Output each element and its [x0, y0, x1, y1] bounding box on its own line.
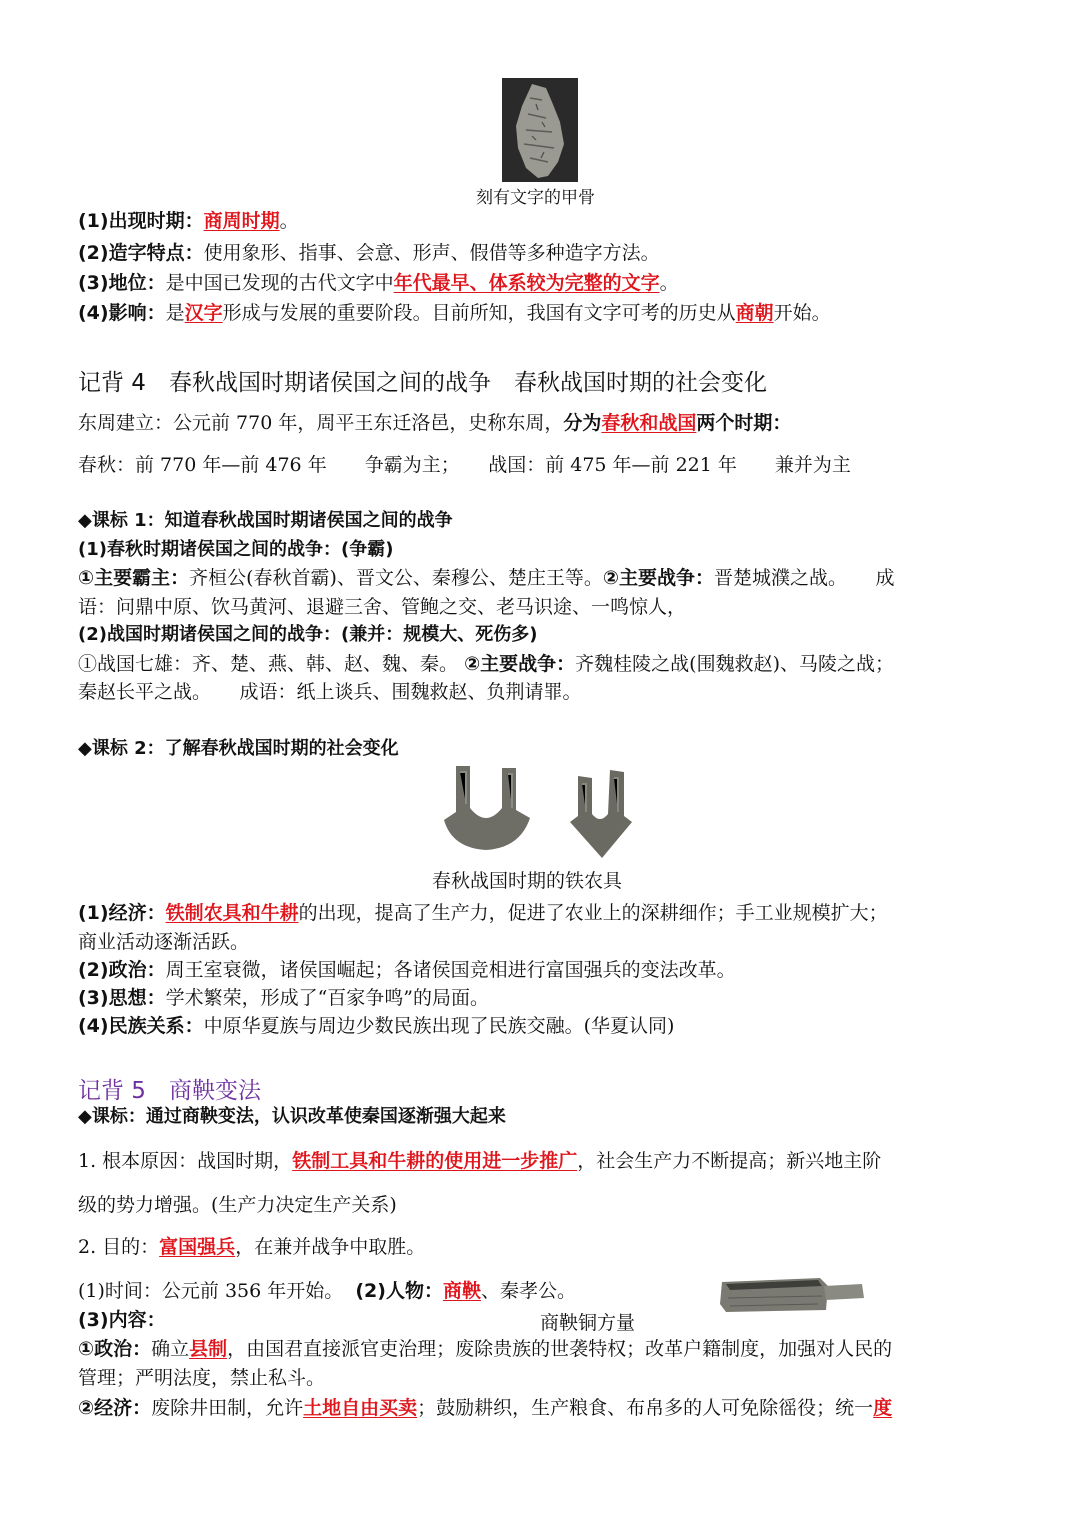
- curriculum-standard-3: ◆课标：通过商鞅变法，认识改革使秦国逐渐强大起来: [78, 1106, 506, 1127]
- label: (1)经济：: [78, 902, 166, 924]
- line-purpose: [78, 1234, 425, 1260]
- subheading-warring-states-wars: (2)战国时期诸侯国之间的战争：(兼并：规模大、死伤多): [78, 624, 538, 645]
- text: 学术繁荣，形成了“百家争鸣”的局面。: [165, 987, 490, 1009]
- text: 的出现，提高了生产力，促进了农业上的深耕细作；手工业规模扩大；: [298, 902, 888, 924]
- line-periods: 春秋：前 770 年—前 476 年 争霸为主； 战国：前 475 年—前 221 年 兼并为主: [78, 454, 851, 476]
- label: ②主要战争：: [464, 653, 576, 675]
- key-term: 度: [873, 1397, 893, 1419]
- line-root-cause-cont: 级的势力增强。(生产力决定生产关系): [78, 1194, 397, 1216]
- line-politics: [78, 957, 736, 983]
- iron-tools-image: [440, 764, 640, 864]
- line-economy: [78, 900, 888, 926]
- line-ethnic-relations: [78, 1013, 674, 1039]
- text: 分为: [563, 412, 602, 434]
- text: ，由国君直接派官吏治理；废除贵族的世袭特权；改革户籍制度，加强对人民的: [227, 1338, 893, 1360]
- label: ①主要霸主：: [78, 567, 190, 589]
- line-content: [78, 1307, 166, 1333]
- key-term: 年代最早、体系较为完整的文字: [393, 272, 660, 294]
- section-heading-5: 记背 5 商鞅变法: [78, 1078, 261, 1104]
- line-root-cause: [78, 1148, 881, 1174]
- text: 2. 目的：: [78, 1236, 160, 1258]
- key-term: 土地自由买卖: [303, 1397, 418, 1419]
- text: 废除井田制，允许: [151, 1397, 304, 1419]
- figure-caption-bronze-measure: 商鞅铜方量: [540, 1312, 636, 1334]
- label: ◆课标 2：: [78, 738, 165, 759]
- line-reform-politics: [78, 1336, 892, 1362]
- label: (2)政治：: [78, 959, 166, 981]
- label: (2)人物：: [355, 1280, 443, 1302]
- text: (1)时间：公元前 356 年开始。: [78, 1280, 344, 1302]
- line-seven-states: [78, 651, 894, 677]
- text: 中原华夏族与周边少数民族出现了民族交融。(华夏认同): [203, 1015, 675, 1037]
- line-idioms-1: 语：问鼎中原、饮马黄河、退避三舍、管鲍之交、老马识途、一鸣惊人，: [78, 596, 687, 618]
- label: (4)民族关系：: [78, 1015, 204, 1037]
- text: 晋楚城濮之战。 成: [714, 567, 895, 589]
- text: 齐桓公(春秋首霸)、晋文公、秦穆公、楚庄王等。: [189, 567, 603, 589]
- oracle-bone-image: [502, 78, 578, 182]
- label: ②经济：: [78, 1397, 152, 1419]
- key-term: 铁制农具和牛耕: [165, 902, 299, 924]
- text: ，社会生产力不断提高；新兴地主阶: [577, 1150, 882, 1172]
- section-heading-4: 记背 4 春秋战国时期诸侯国之间的战争 春秋战国时期的社会变化: [78, 370, 767, 396]
- text: 确立: [151, 1338, 190, 1360]
- text: 周王室衰微，诸侯国崛起；各诸侯国竞相进行富国强兵的变法改革。: [165, 959, 736, 981]
- text: 东周建立：公元前 770 年，周平王东迁洛邑，史称东周，: [78, 412, 564, 434]
- text: 战国时期，: [197, 1150, 293, 1172]
- text: 1. 根本原因：: [78, 1150, 198, 1172]
- label: (3)地位：: [78, 272, 166, 294]
- label: (3)思想：: [78, 987, 166, 1009]
- label: (4)影响：: [78, 302, 166, 324]
- line-status: [78, 270, 679, 296]
- text: 齐魏桂陵之战(围魏救赵)、马陵之战；: [575, 653, 894, 675]
- text: ①战国七雄：齐、楚、燕、韩、赵、魏、秦。: [78, 653, 459, 675]
- label: (2)造字特点：: [78, 242, 204, 264]
- text: 是: [165, 302, 185, 324]
- curriculum-standard-1: ◆课标 1：知道春秋战国时期诸侯国之间的战争: [78, 510, 453, 531]
- line-economy-cont: 商业活动逐渐活跃。: [78, 931, 250, 953]
- line-character-features: [78, 240, 660, 266]
- text: 是中国已发现的古代文字中: [165, 272, 394, 294]
- text: 开始。: [773, 302, 831, 324]
- line-reform-politics-cont: 管理；严明法度，禁止私斗。: [78, 1367, 326, 1389]
- subheading-spring-autumn-wars: (1)春秋时期诸侯国之间的战争：(争霸): [78, 539, 394, 560]
- bronze-measure-image: [718, 1268, 866, 1312]
- text: ；鼓励耕织，生产粮食、布帛多的人可免除徭役；统一: [417, 1397, 874, 1419]
- line-idioms-2: 秦赵长平之战。 成语：纸上谈兵、围魏救赵、负荆请罪。: [78, 681, 582, 703]
- line-reform-economy: [78, 1395, 892, 1421]
- text: 、秦孝公。: [480, 1280, 576, 1302]
- line-appearance-period: [78, 208, 299, 234]
- text: 使用象形、指事、会意、形声、假借等多种造字方法。: [203, 242, 660, 264]
- figure-caption-iron-tools: 春秋战国时期的铁农具: [432, 870, 623, 892]
- figure-caption-oracle-bone: 刻有文字的甲骨: [476, 188, 595, 208]
- curriculum-standard-2: [78, 736, 399, 762]
- key-term: 商鞅: [442, 1280, 481, 1302]
- text: 了解春秋战国时期的社会变化: [164, 738, 399, 759]
- key-term: 富国强兵: [159, 1236, 236, 1258]
- text: ，在兼并战争中取胜。: [235, 1236, 426, 1258]
- key-term: 春秋和战国: [601, 412, 697, 434]
- key-term: 铁制工具和牛耕的使用进一步推广: [292, 1150, 578, 1172]
- label: (3)内容：: [78, 1309, 166, 1331]
- text: 两个时期：: [696, 412, 792, 434]
- line-hegemons: [78, 565, 895, 591]
- line-influence: [78, 300, 831, 326]
- text: 形成与发展的重要阶段。目前所知，我国有文字可考的历史从: [222, 302, 736, 324]
- line-thought: [78, 985, 489, 1011]
- key-term: 商朝: [735, 302, 774, 324]
- key-term: 汉字: [184, 302, 223, 324]
- line-eastern-zhou: [78, 410, 791, 436]
- key-term: 商周时期: [203, 210, 280, 232]
- label: ②主要战争：: [602, 567, 715, 589]
- label: (1)出现时期：: [78, 210, 204, 232]
- key-term: 县制: [189, 1338, 228, 1360]
- text: 。: [279, 210, 299, 232]
- text: 。: [659, 272, 679, 294]
- label: ①政治：: [78, 1338, 152, 1360]
- line-time-person: [78, 1278, 576, 1304]
